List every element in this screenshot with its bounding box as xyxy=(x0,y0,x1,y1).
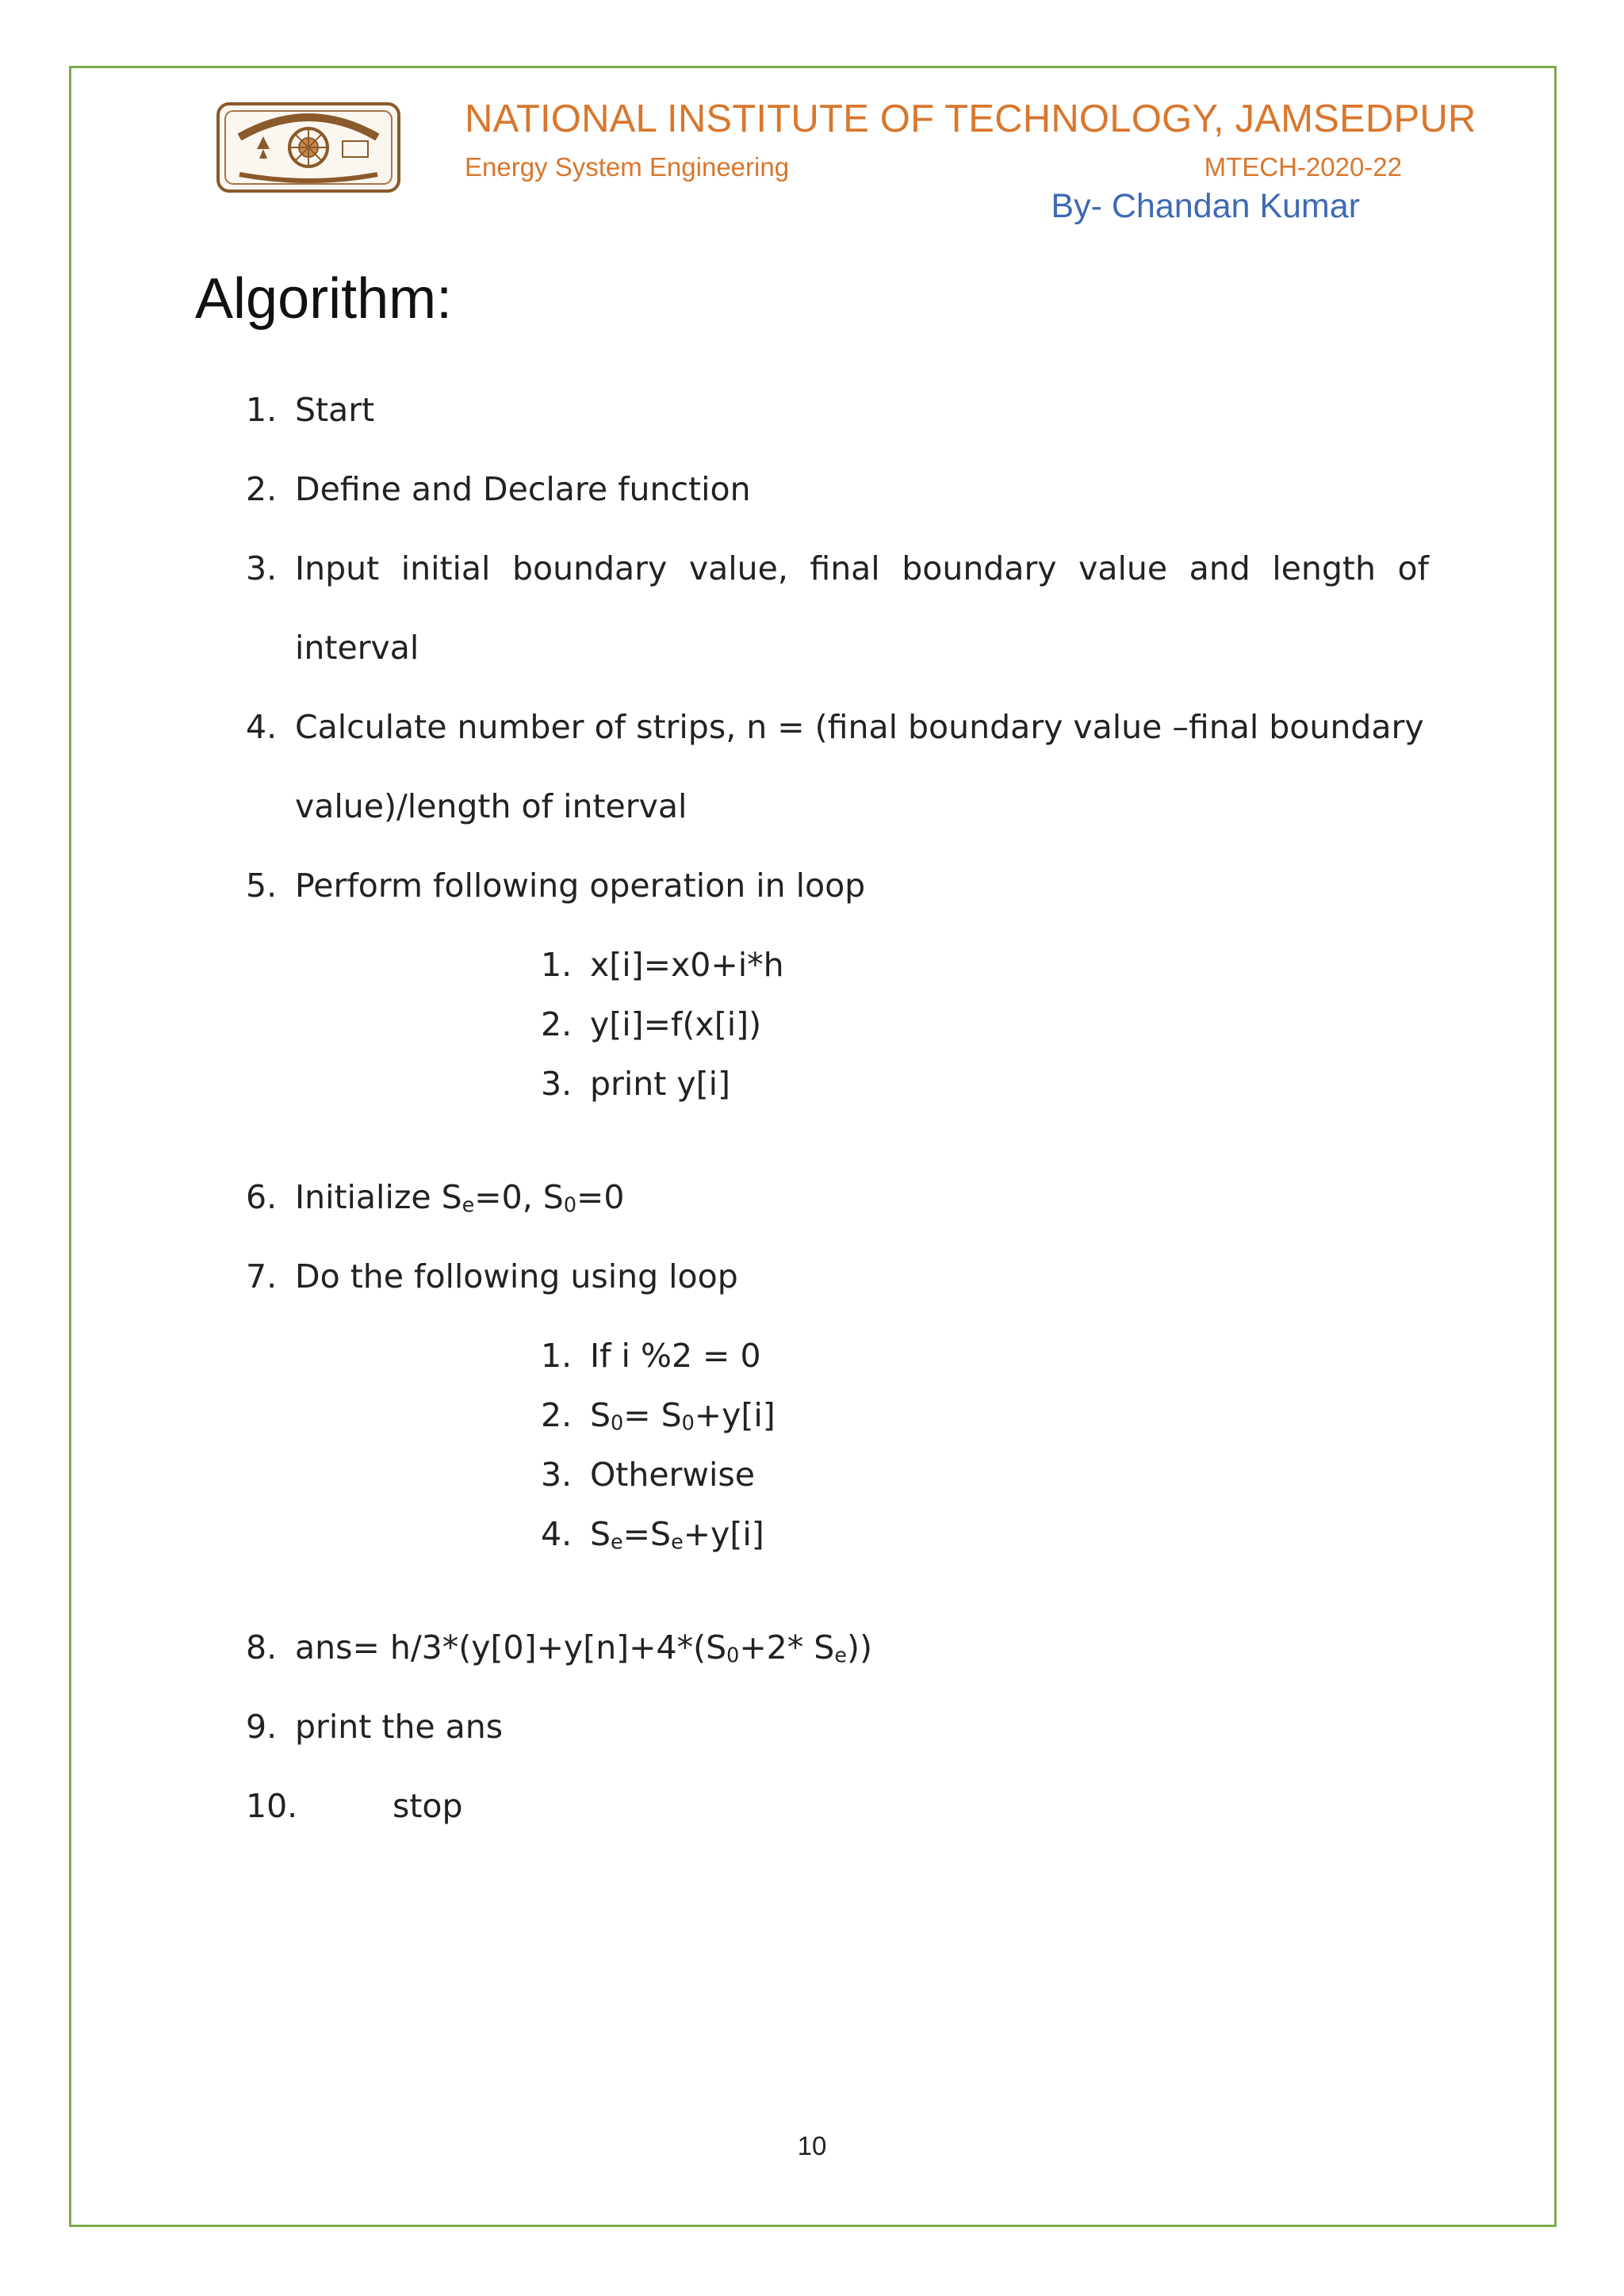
list-number: 9. xyxy=(246,1708,278,1746)
author-name: By- Chandan Kumar xyxy=(1051,187,1360,225)
list-item-4-line2: value)/length of interval xyxy=(295,787,688,825)
list-number: 8. xyxy=(246,1628,278,1667)
page-number: 10 xyxy=(797,2131,827,2160)
list-text: Perform following operation in loop xyxy=(295,867,866,905)
institute-name: NATIONAL INSTITUTE OF TECHNOLOGY, JAMSEDPUR xyxy=(465,98,1477,140)
list-text: Initialize $S_e=0$, $S_0=0$ xyxy=(295,1178,625,1217)
list-text: Define and Declare function xyxy=(295,470,751,508)
institute-logo xyxy=(216,101,401,193)
list-number: 3. xyxy=(246,549,278,587)
list-text: Calculate number of strips, n = (final boundary value –final boundary xyxy=(295,708,1424,746)
batch-label: MTECH-2020-22 xyxy=(1204,152,1402,182)
list-number: 1. xyxy=(246,391,278,429)
list-number: 6. xyxy=(246,1178,278,1216)
list-number: 4. xyxy=(246,708,278,746)
page-title: Algorithm: xyxy=(195,267,453,331)
list-number: 7. xyxy=(246,1257,278,1295)
list-number: 10. xyxy=(246,1787,298,1825)
list-number: 5. xyxy=(246,867,278,905)
list-text: Start xyxy=(295,391,375,429)
list-text: print the ans xyxy=(295,1708,504,1746)
list-text: $ans= h/3*(y[0]+y[n]+4*(S_0+2*$ $S_e$)) xyxy=(295,1628,872,1667)
page-border xyxy=(69,66,1557,2227)
department-name: Energy System Engineering xyxy=(465,152,790,182)
list-item-3-line2: interval xyxy=(295,629,419,667)
list-item-3-line1: Input initial boundary value, final boundary value and length of xyxy=(295,549,1429,587)
list-text: stop xyxy=(393,1787,463,1825)
list-number: 2. xyxy=(246,470,278,508)
list-text: Do the following using loop xyxy=(295,1257,738,1295)
